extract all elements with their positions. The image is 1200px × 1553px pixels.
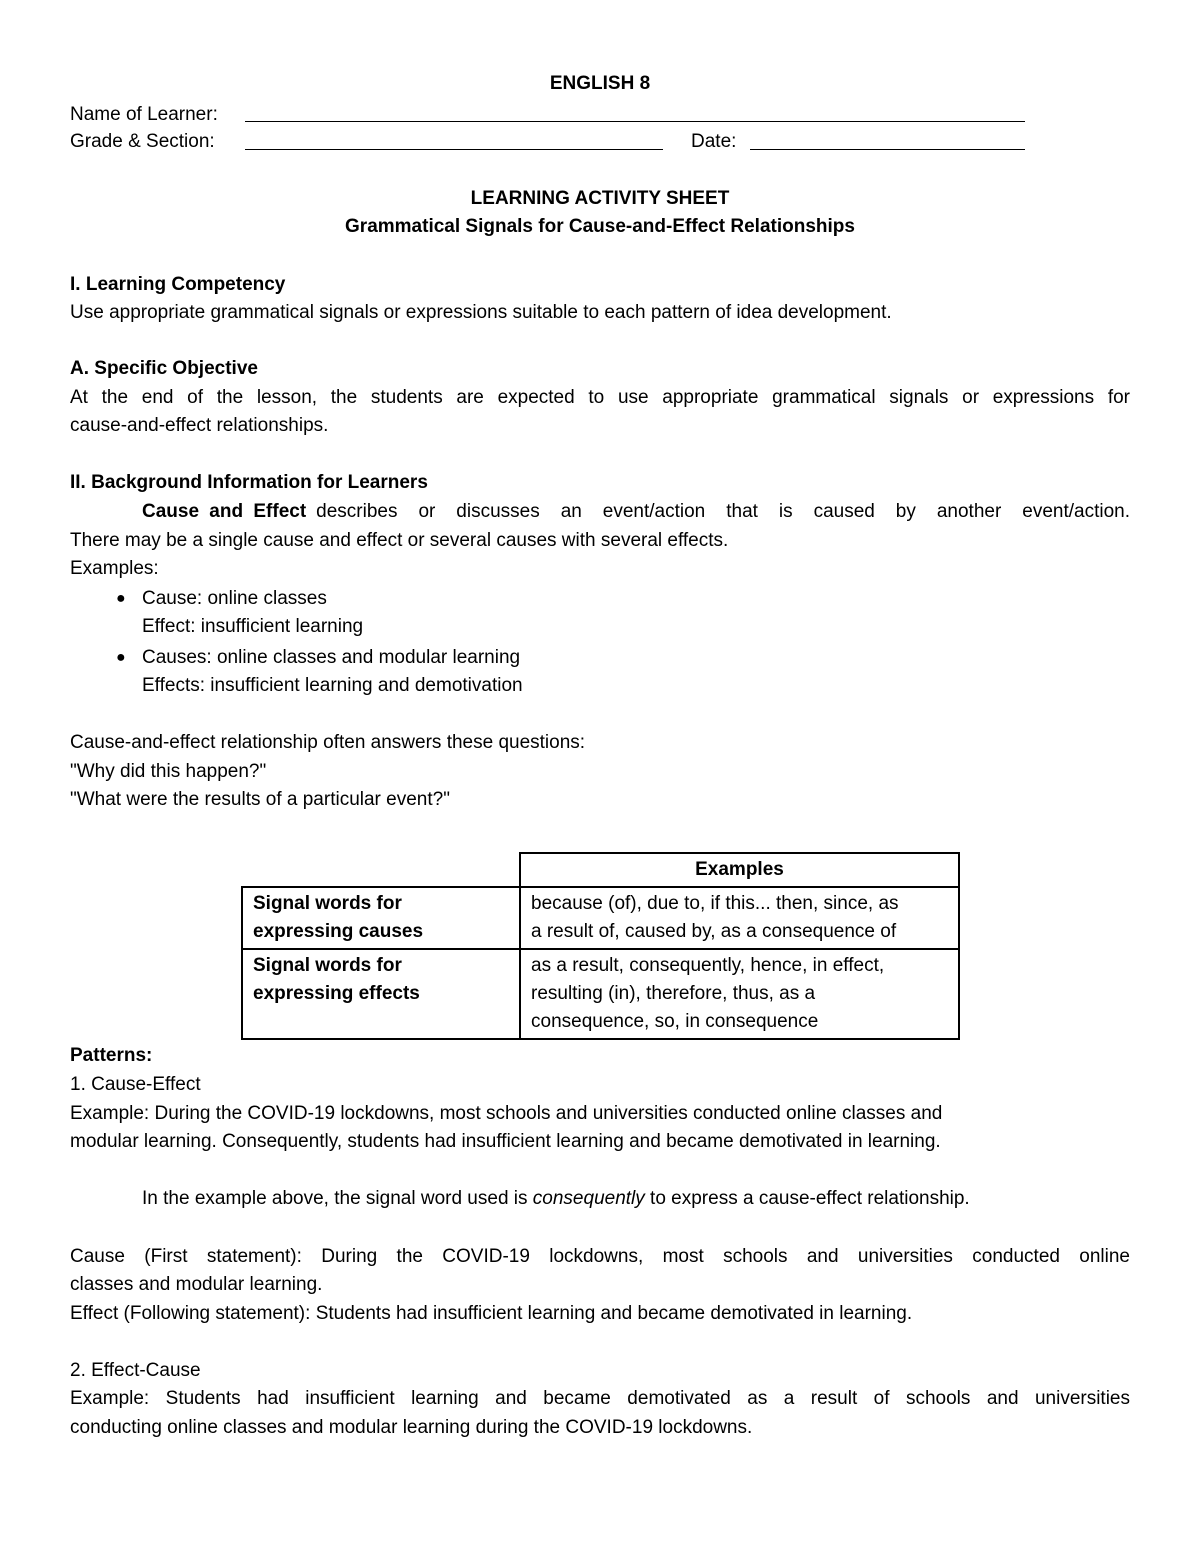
example1-cause: Cause: online classes [142, 588, 327, 609]
causes-examples-cell [520, 887, 959, 949]
effects-label-cell [242, 949, 520, 1039]
questions-intro: Cause-and-effect relationship often answers these questions: [70, 732, 586, 753]
pattern1-cause-line1: Cause (First statement): During the COVID-19 lockdowns, most schools and universities conducted online [70, 1246, 1130, 1267]
objective-text-line1: At the end of the lesson, the students are expected to use appropriate grammatical signals or expressions for [70, 387, 1130, 408]
background-definition: describes or discusses an event/action that is caused by another event/action. [316, 501, 1130, 522]
grade-label: Grade & Section: [70, 131, 215, 152]
causes-examples-line1: because (of), due to, if this... then, since, as [531, 893, 899, 914]
background-paragraph-line2: There may be a single cause and effect or several causes with several effects. [70, 530, 729, 551]
effects-examples-cell [520, 949, 959, 1039]
objective-text-line2: cause-and-effect relationships. [70, 415, 329, 436]
pattern1-note-pre: In the example above, the signal word used is [142, 1188, 528, 1209]
causes-label-line2: expressing causes [253, 921, 424, 942]
example2-effect: Effects: insufficient learning and demotivation [142, 675, 523, 696]
sheet-subtitle: Grammatical Signals for Cause-and-Effect Relationships [345, 216, 855, 237]
bullet-dot-1: ● [116, 590, 126, 607]
pattern1-example-line1: Example: During the COVID-19 lockdowns, most schools and universities conducted online classes and [70, 1103, 943, 1124]
question-1: "Why did this happen?" [70, 761, 267, 782]
date-label: Date: [691, 131, 737, 152]
question-2: "What were the results of a particular event?" [70, 789, 450, 810]
effects-label-line1: Signal words for [253, 955, 402, 976]
table-row [242, 949, 959, 1039]
examples-label: Examples: [70, 558, 159, 579]
date-blank[interactable] [750, 149, 1025, 150]
grade-blank[interactable] [245, 149, 663, 150]
pattern1-note-signal-word: consequently [532, 1188, 645, 1209]
effects-examples-line1: as a result, consequently, hence, in effect, [531, 955, 885, 976]
effects-examples-line2: resulting (in), therefore, thus, as a [531, 983, 816, 1004]
table-corner-cell [242, 853, 520, 887]
example2-cause: Causes: online classes and modular learning [142, 647, 521, 668]
bullet-dot-2: ● [116, 649, 126, 666]
causes-examples-line2: a result of, caused by, as a consequence of [531, 921, 897, 942]
sheet-title: LEARNING ACTIVITY SHEET [470, 188, 730, 209]
pattern1-note-post: to express a cause-effect relationship. [650, 1188, 970, 1209]
effects-examples-line3: consequence, so, in consequence [531, 1011, 819, 1032]
background-heading: II. Background Information for Learners [70, 472, 428, 493]
competency-text: Use appropriate grammatical signals or expressions suitable to each pattern of idea development. [70, 302, 892, 323]
table-header-row [242, 853, 959, 887]
table-col-header: Examples [520, 853, 959, 887]
subject-title: ENGLISH 8 [549, 73, 651, 94]
pattern1-note [142, 1188, 970, 1210]
objective-heading: A. Specific Objective [70, 358, 258, 379]
causes-label-cell [242, 887, 520, 949]
name-blank[interactable] [245, 121, 1025, 122]
background-paragraph-line1 [70, 501, 1130, 523]
example1-effect: Effect: insufficient learning [142, 616, 364, 637]
name-label: Name of Learner: [70, 104, 218, 125]
table-row [242, 887, 959, 949]
effects-label-line2: expressing effects [253, 983, 420, 1004]
pattern1-cause-line2: classes and modular learning. [70, 1274, 323, 1295]
pattern1-effect: Effect (Following statement): Students had insufficient learning and became demotivated in learning. [70, 1303, 913, 1324]
pattern2-example-line1: Example: Students had insufficient learning and became demotivated as a result of schools and universities [70, 1388, 1130, 1409]
pattern2-example-line2: conducting online classes and modular learning during the COVID-19 lockdowns. [70, 1417, 753, 1438]
signal-words-table [241, 852, 960, 1040]
pattern1-example-line2: modular learning. Consequently, students had insufficient learning and became demotivated in learning. [70, 1131, 941, 1152]
pattern1-title: 1. Cause-Effect [70, 1074, 201, 1095]
patterns-heading: Patterns: [70, 1045, 153, 1066]
causes-label-line1: Signal words for [253, 893, 402, 914]
competency-heading: I. Learning Competency [70, 274, 286, 295]
cause-effect-term: Cause and Effect [142, 501, 307, 522]
pattern2-title: 2. Effect-Cause [70, 1360, 201, 1381]
